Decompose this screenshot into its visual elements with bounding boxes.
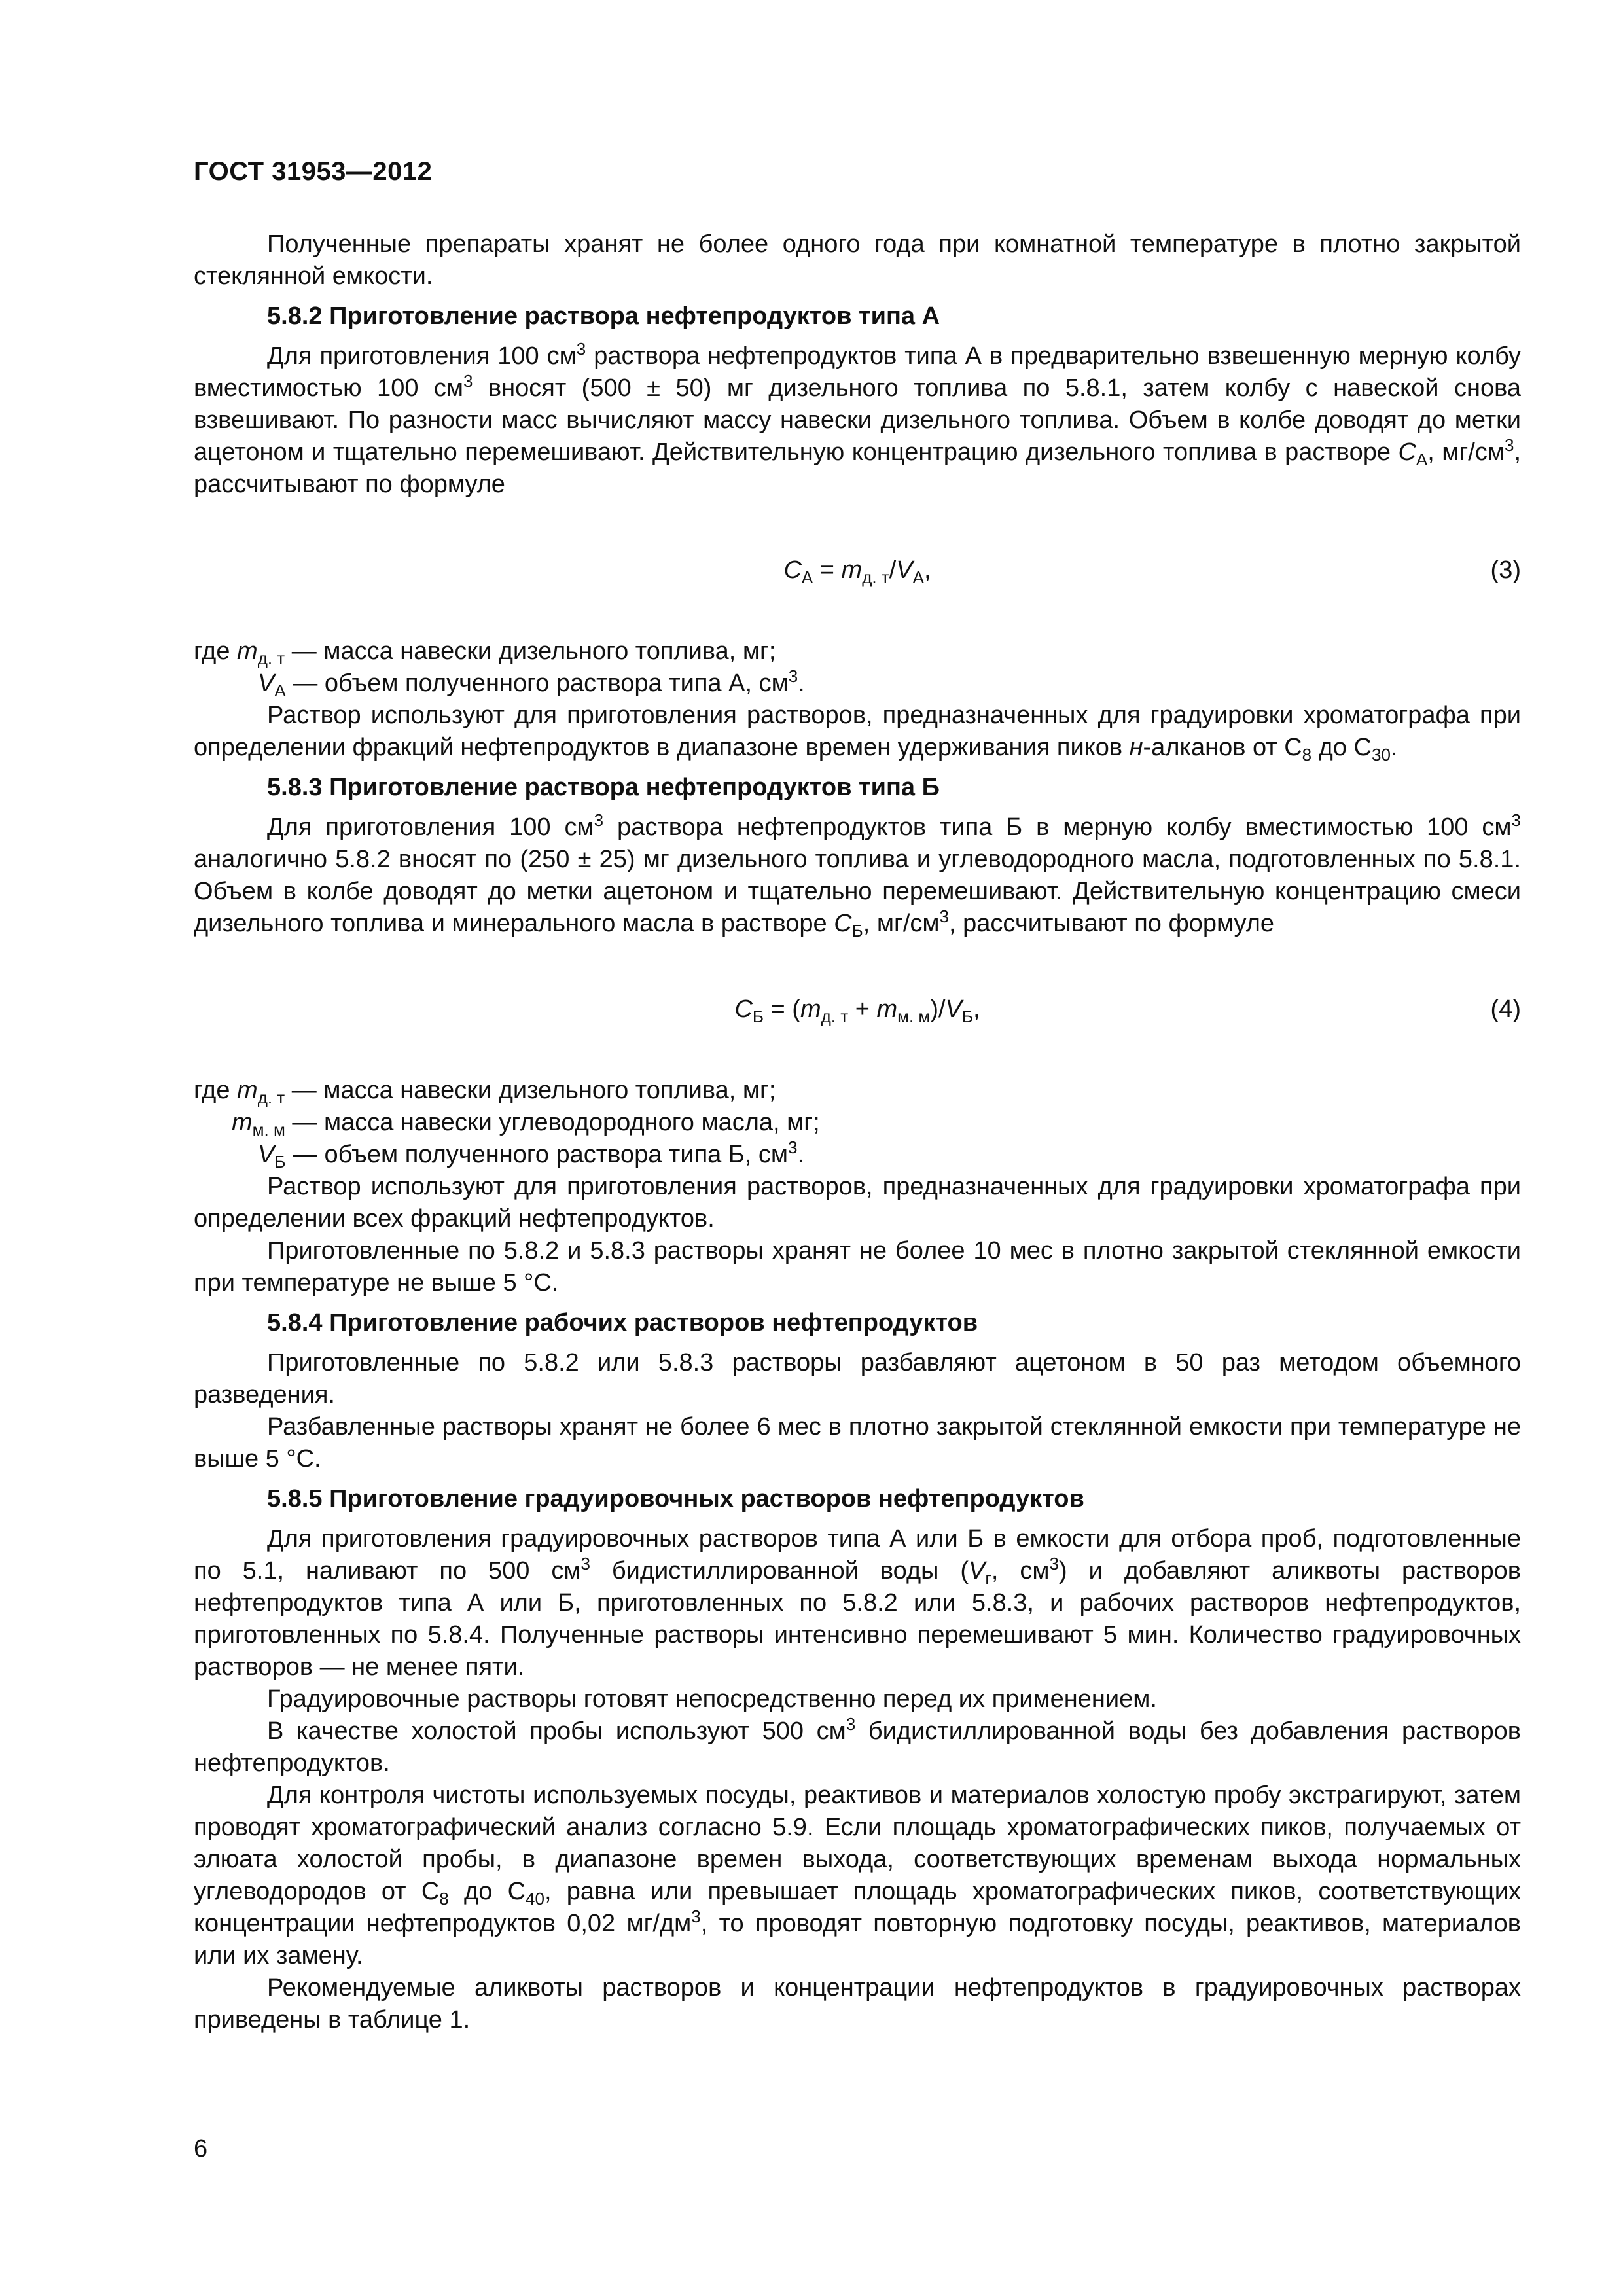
- subscript: д. т: [821, 1007, 849, 1026]
- italic-symbol: V: [945, 996, 962, 1023]
- superscript: 3: [691, 1907, 701, 1926]
- italic-symbol: н: [1129, 734, 1143, 761]
- italic-symbol: С: [734, 996, 753, 1023]
- subscript: Б: [961, 1007, 973, 1026]
- paragraph-5-8-3-1: Для приготовления 100 $см^3$ раствора нефтепродуктов типа Б в мерную колбу вместимостью 100 $см^3$ аналогично 5.8.2 вносят по (250 ± 25) мг дизельного топлива и углеводородного масла, подготовленных по 5.8.1. Объем в колбе доводят до метки ацетоном и тщательно перемешивают. Действительную концентрацию смеси дизельного топлива и минерального масла в растворе $С_Б$, $мг/см^3$, рассчитывают по формуле: [194, 810, 1521, 941]
- superscript: 3: [1511, 810, 1521, 830]
- subscript: А: [274, 681, 286, 700]
- italic-symbol: V: [258, 670, 275, 697]
- subscript: д. т: [257, 649, 285, 668]
- italic-symbol: С: [783, 556, 802, 584]
- superscript: 3: [788, 1138, 798, 1157]
- subscript: Б: [851, 921, 863, 941]
- paragraph-5-8-4-2: Разбавленные растворы хранят не более 6 мес в плотно закрытой стеклянной емкости при температуре не выше 5 °С.: [194, 1413, 1521, 1473]
- paragraph-5-8-5-5: Рекомендуемые аликвоты растворов и концентрации нефтепродуктов в градуировочных растворах приведены в таблице 1.: [194, 1974, 1521, 2034]
- subscript: д. т: [862, 567, 889, 587]
- formula-3-expression: $С_А = m_{д. т}/V_А$,: [783, 556, 931, 587]
- definition-line: $V_А$ — объем полученного раствора типа А, $см^3$.: [258, 666, 805, 700]
- italic-symbol: m: [232, 1109, 253, 1136]
- formula-3-definitions: [194, 636, 1521, 700]
- paragraph-5-8-4-1: Приготовленные по 5.8.2 или 5.8.3 растворы разбавляют ацетоном в 50 раз методом объемного разведения.: [194, 1349, 1521, 1408]
- paragraph-5-8-5-3: В качестве холостой пробы используют 500 $см^3$ бидистиллированной воды без добавления растворов нефтепродуктов.: [194, 1714, 1521, 1777]
- superscript: 3: [594, 810, 604, 830]
- definition-line: $m_{м. м}$ — масса навески углеводородного масла, мг;: [232, 1109, 820, 1139]
- paragraph-5-8-3-3: Приготовленные по 5.8.2 и 5.8.3 растворы хранят не более 10 мес в плотно закрытой стеклянной емкости при температуре не выше 5 °С.: [194, 1237, 1521, 1297]
- subscript: д. т: [257, 1088, 285, 1107]
- paragraph-5-8-5-2: Градуировочные растворы готовят непосредственно перед их применением.: [267, 1685, 1157, 1713]
- subscript: 8: [439, 1889, 449, 1909]
- document-header: ГОСТ 31953—2012: [194, 157, 433, 186]
- subscript: Б: [752, 1007, 764, 1026]
- heading-5-8-3: 5.8.3 Приготовление раствора нефтепродуктов типа Б: [267, 774, 940, 801]
- formula-4-number: (4): [1490, 996, 1521, 1023]
- italic-symbol: V: [896, 556, 913, 584]
- formula-3: [194, 535, 1521, 607]
- superscript: 3: [846, 1714, 856, 1734]
- formula-4: [194, 974, 1521, 1046]
- definition-line: где $m_{д. т}$ — масса навески дизельного топлива, мг;: [194, 1077, 776, 1107]
- superscript: 3: [580, 1554, 590, 1573]
- subscript: 30: [1372, 745, 1391, 764]
- document-page: [194, 157, 1521, 2036]
- subscript: Б: [274, 1152, 286, 1172]
- italic-symbol: m: [876, 996, 898, 1023]
- subscript: м. м: [897, 1007, 931, 1026]
- formula-3-number: (3): [1490, 556, 1521, 584]
- paragraph-5-8-5-4: Для контроля чистоты используемых посуды, реактивов и материалов холостую пробу экстрагируют, затем проводят хроматографический анализ согласно 5.9. Если площадь хроматографических пиков, получаемых от элюата холостой пробы, в диапазоне времен выхода, соответствующих временам выхода нормальных углеводородов от $С_8$ до $С_{40}$, равна или превышает площадь хроматографических пиков, соответствующих концентрации нефтепродуктов 0,02 $мг/дм^3$, то проводят повторную подготовку посуды, реактивов, материалов или их замену.: [194, 1782, 1521, 1969]
- subscript: А: [1416, 450, 1428, 469]
- italic-symbol: m: [237, 1077, 258, 1104]
- page-number: 6: [194, 2135, 208, 2162]
- formula-4-definitions: [194, 1075, 1521, 1171]
- italic-symbol: m: [841, 556, 863, 584]
- paragraph-5-8-5-1: Для приготовления градуировочных растворов типа А или Б в емкости для отбора проб, подготовленные по 5.1, наливают по 500 $см^3$ бидистиллированной воды ($V_г$, $см^3$) и добавляют аликвоты растворов нефтепродуктов типа А или Б, приготовленных по 5.8.2 или 5.8.3, и рабочих растворов нефтепродуктов, приготовленных по 5.8.4. Полученные растворы интенсивно перемешивают 5 мин. Количество градуировочных растворов — не менее пяти.: [194, 1525, 1521, 1681]
- paragraph-5-8-3-2: Раствор используют для приготовления растворов, предназначенных для градуировки хроматографа при определении всех фракций нефтепродуктов.: [194, 1173, 1521, 1232]
- paragraph-5-8-2-1: Для приготовления 100 $см^3$ раствора нефтепродуктов типа А в предварительно взвешенную мерную колбу вместимостью 100 $см^3$ вносят (500 ± 50) мг дизельного топлива по 5.8.1, затем колбу с навеской снова взвешивают. По разности масс вычисляют массу навески дизельного топлива. Объем в колбе доводят до метки ацетоном и тщательно перемешивают. Действительную концентрацию дизельного топлива в растворе $С_А$, $мг/см^3$, рассчитывают по формуле: [194, 339, 1522, 498]
- superscript: 3: [1049, 1554, 1059, 1573]
- superscript: 3: [463, 371, 473, 391]
- intro-paragraph: Полученные препараты хранят не более одного года при комнатной температуре в плотно закрытой стеклянной емкости.: [194, 230, 1521, 290]
- subscript: г: [985, 1568, 991, 1588]
- italic-symbol: С: [1398, 439, 1416, 466]
- paragraph-5-8-2-2: Раствор используют для приготовления растворов, предназначенных для градуировки хроматографа при определении фракций нефтепродуктов в диапазоне времен удерживания пиков н-алканов от $С_8$ до $С_{30}$.: [194, 702, 1521, 764]
- definition-line: $V_Б$ — объем полученного раствора типа Б, $см^3$.: [258, 1138, 805, 1172]
- subscript: 8: [1302, 745, 1312, 764]
- formula-4-expression: $С_Б = (m_{д. т} + m_{м. м})/V_Б$,: [734, 996, 980, 1026]
- italic-symbol: m: [800, 996, 821, 1023]
- superscript: 3: [939, 906, 949, 926]
- subscript: А: [801, 567, 813, 587]
- superscript: 3: [576, 339, 586, 359]
- heading-5-8-4: 5.8.4 Приготовление рабочих растворов нефтепродуктов: [267, 1309, 978, 1336]
- subscript: м. м: [252, 1120, 285, 1139]
- italic-symbol: V: [969, 1557, 986, 1585]
- italic-symbol: m: [237, 637, 258, 665]
- superscript: 3: [788, 666, 798, 686]
- subscript: А: [912, 567, 924, 587]
- italic-symbol: С: [834, 910, 852, 937]
- italic-symbol: V: [258, 1141, 275, 1168]
- definition-line: где $m_{д. т}$ — масса навески дизельного топлива, мг;: [194, 637, 776, 668]
- heading-5-8-5: 5.8.5 Приготовление градуировочных растворов нефтепродуктов: [267, 1485, 1084, 1513]
- superscript: 3: [1504, 435, 1514, 455]
- subscript: 40: [526, 1889, 544, 1909]
- heading-5-8-2: 5.8.2 Приготовление раствора нефтепродуктов типа А: [267, 302, 940, 330]
